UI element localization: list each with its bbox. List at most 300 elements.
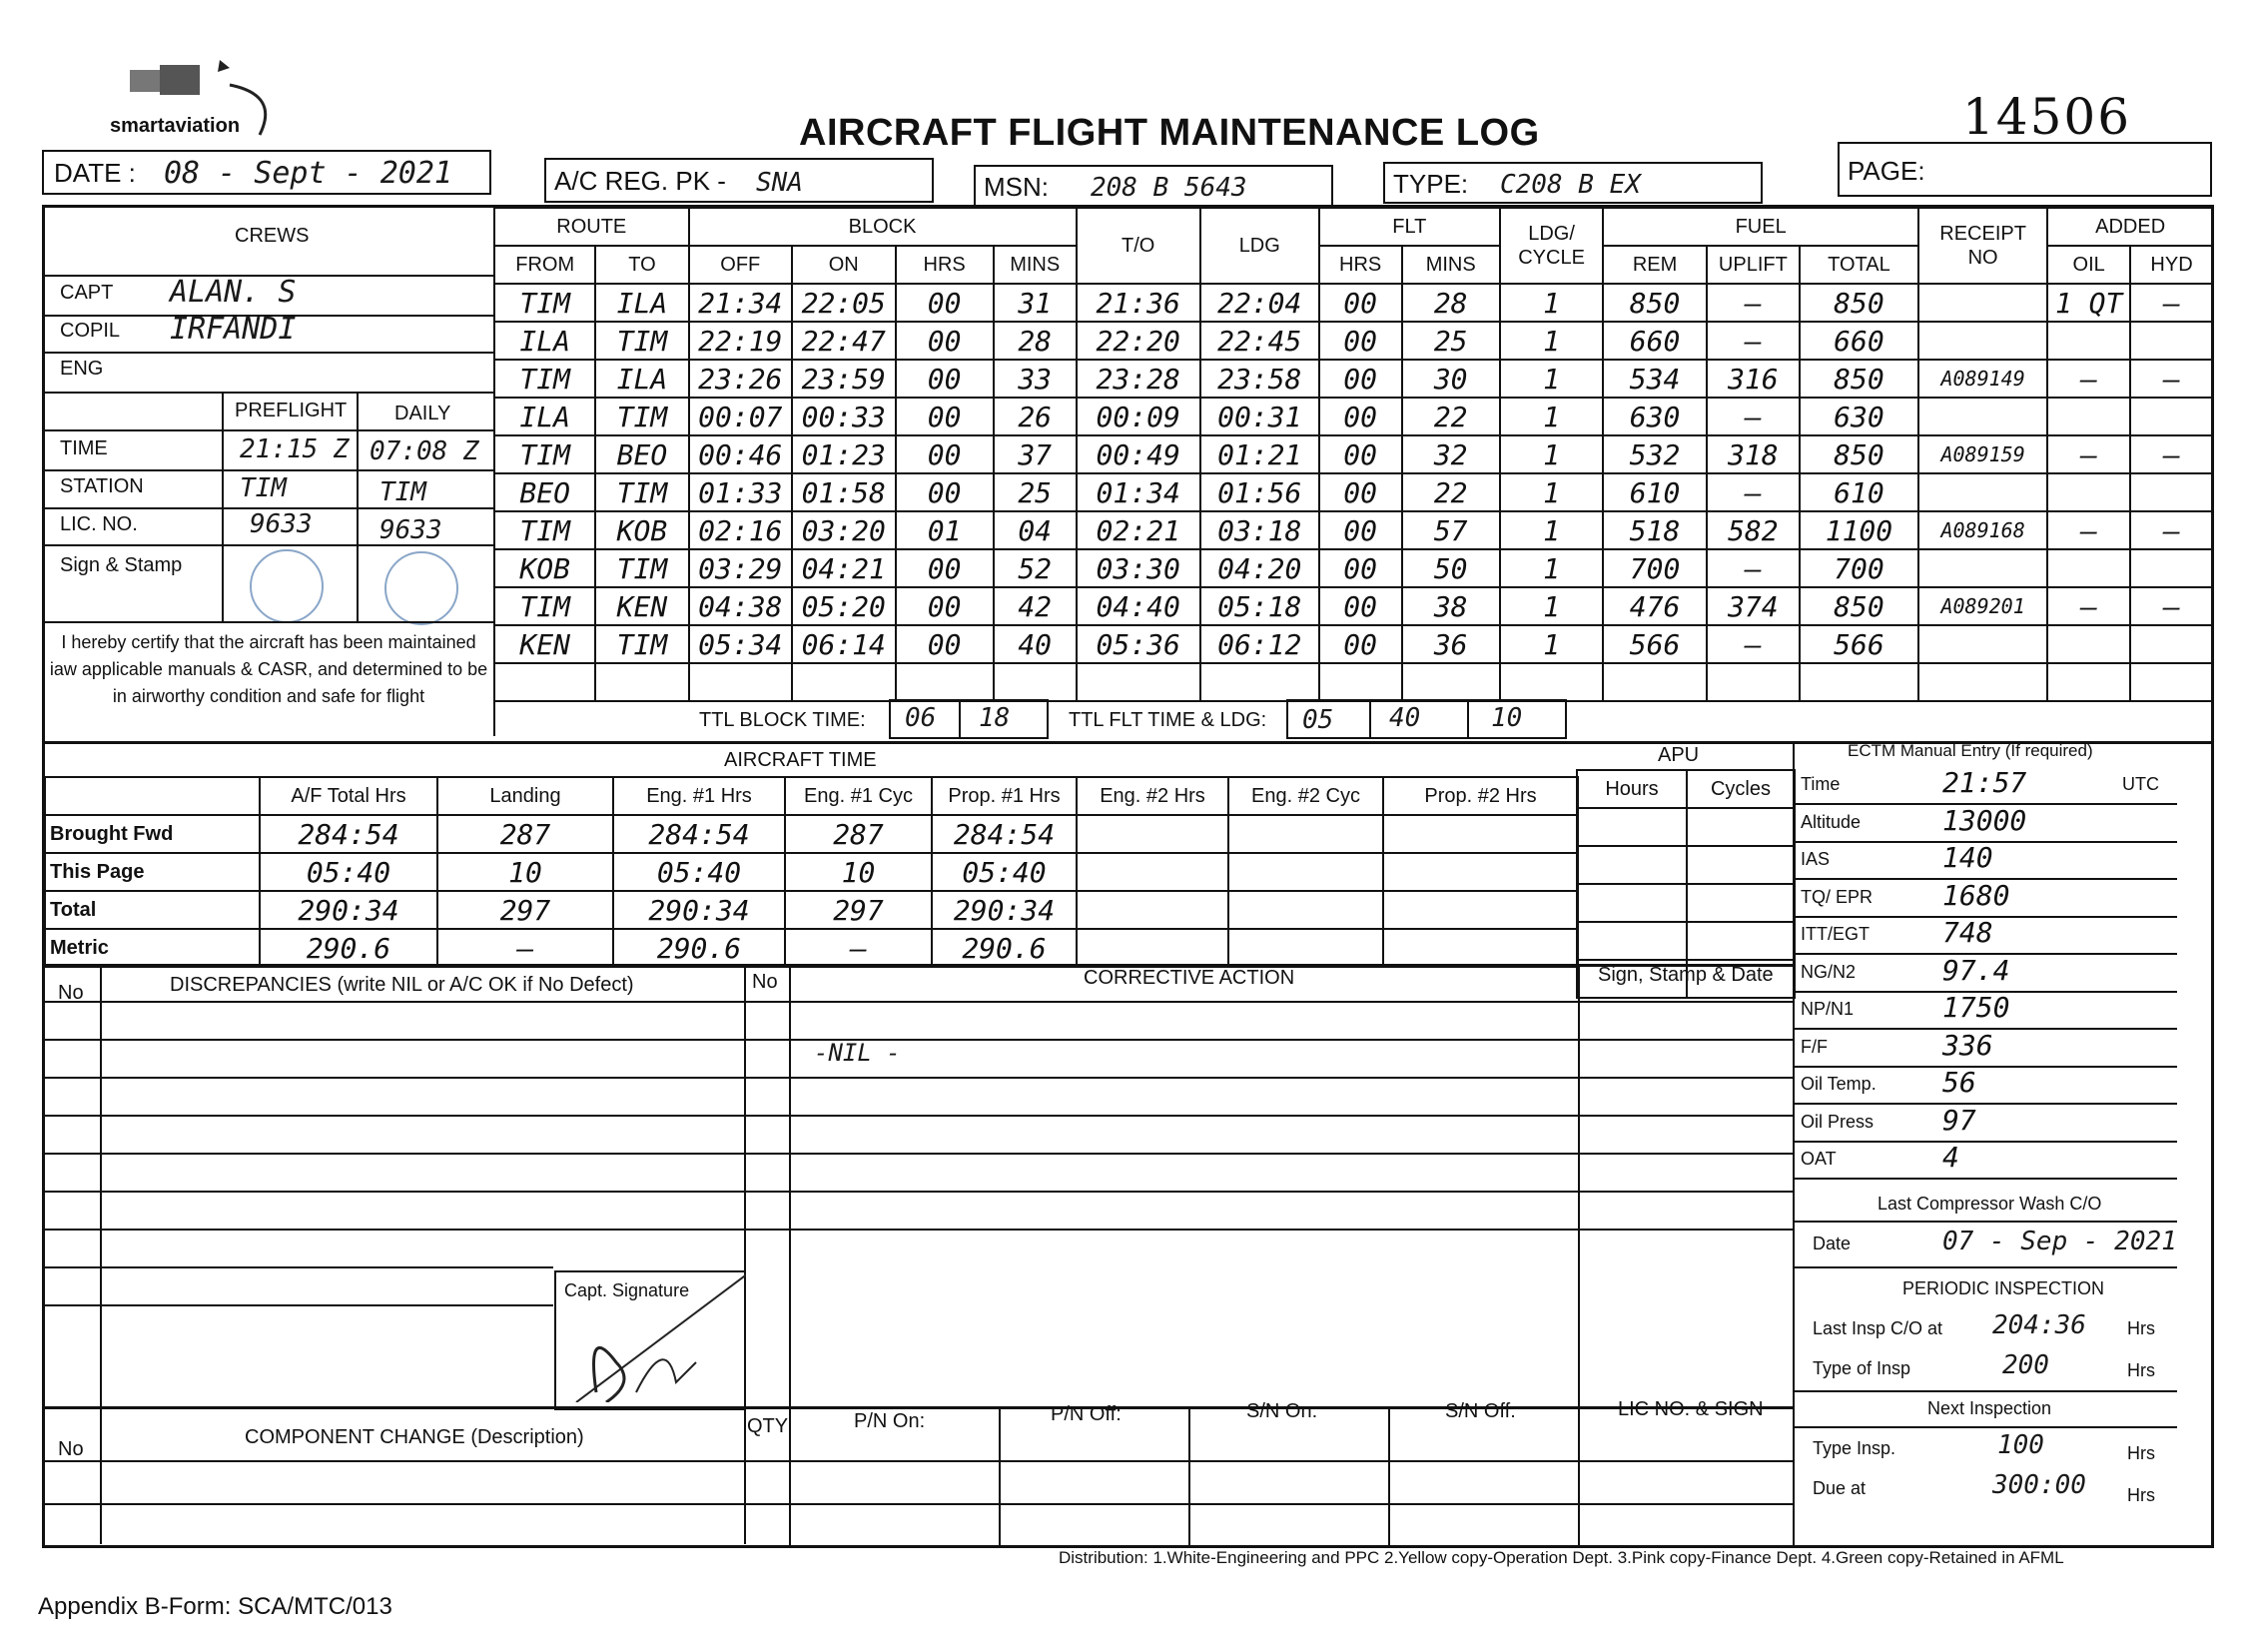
flight-cell-to[interactable]: BEO (595, 435, 688, 473)
flight-cell-hyd[interactable] (2130, 322, 2213, 360)
apu-cycles-cell[interactable] (1687, 884, 1795, 922)
apu-cycles-cell[interactable] (1687, 922, 1795, 960)
flight-row (494, 284, 2213, 322)
ectm-key: Oil Press (1801, 1111, 1875, 1132)
flight-cell-rcpt[interactable] (1918, 625, 2047, 663)
aircraft-time-cell[interactable]: 287 (785, 815, 932, 853)
flight-cell-up[interactable]: — (1707, 625, 1800, 663)
page-field[interactable]: PAGE: (1838, 142, 2212, 197)
flight-cell-up[interactable]: 318 (1707, 435, 1800, 473)
flight-cell-mins[interactable]: 40 (994, 625, 1077, 663)
flight-cell-oil[interactable] (2047, 625, 2130, 663)
flight-cell-empty[interactable] (792, 663, 895, 701)
disc-no-label: No (58, 982, 84, 1004)
flight-cell-cyc[interactable]: 1 (1500, 398, 1603, 435)
flight-cell-rcpt[interactable]: A089168 (1918, 511, 2047, 549)
flight-cell-hrs[interactable]: 00 (896, 360, 994, 398)
flight-cell-hrs[interactable]: 00 (896, 435, 994, 473)
flight-cell-to[interactable]: TIM (595, 473, 688, 511)
apu-hours-cell[interactable] (1577, 808, 1687, 846)
ectm-row[interactable] (1793, 804, 2177, 843)
flight-cell-up[interactable]: — (1707, 322, 1800, 360)
capt-signature-box[interactable]: Capt. Signature (554, 1270, 746, 1410)
flight-cell-fm[interactable]: 30 (1402, 360, 1500, 398)
flight-cell-tko[interactable]: 00:09 (1077, 398, 1200, 435)
flight-cell-mins[interactable]: 42 (994, 587, 1077, 625)
flight-cell-tot[interactable]: 630 (1800, 398, 1918, 435)
preflight-station[interactable]: TIM (240, 473, 287, 503)
flight-cell-cyc[interactable]: 1 (1500, 360, 1603, 398)
flight-cell-cyc[interactable]: 1 (1500, 625, 1603, 663)
aircraft-time-cell[interactable]: 10 (785, 853, 932, 891)
hyd-header: HYD (2130, 246, 2213, 284)
flight-cell-oil[interactable]: — (2047, 511, 2130, 549)
flight-cell-from[interactable]: TIM (494, 360, 595, 398)
flight-cell-empty[interactable] (896, 663, 994, 701)
flight-cell-from[interactable]: ILA (494, 398, 595, 435)
aircraft-time-cell[interactable]: 290.6 (932, 929, 1077, 967)
ectm-value[interactable]: 97.4 (1942, 953, 2010, 987)
aircraft-time-cell[interactable]: 290:34 (260, 891, 437, 929)
flight-cell-rcpt[interactable] (1918, 322, 2047, 360)
aircraft-time-cell[interactable]: 284:54 (260, 815, 437, 853)
flight-cell-to[interactable]: ILA (595, 284, 688, 322)
flight-cell-tko[interactable]: 02:21 (1077, 511, 1200, 549)
flight-cell-off[interactable]: 21:34 (689, 284, 792, 322)
flight-cell-tot[interactable]: 1100 (1800, 511, 1918, 549)
flight-cell-ldg[interactable]: 22:45 (1200, 322, 1319, 360)
discrepancy-line (44, 1229, 1794, 1231)
ttl-flt-hrs[interactable]: 05 (1286, 699, 1371, 739)
flight-cell-cyc[interactable]: 1 (1500, 587, 1603, 625)
flight-cell-on[interactable]: 05:20 (792, 587, 895, 625)
flight-cell-rem[interactable]: 850 (1603, 284, 1706, 322)
flight-cell-mins[interactable]: 33 (994, 360, 1077, 398)
ttl-ldg[interactable]: 10 (1467, 699, 1567, 739)
apu-cycles-cell[interactable] (1687, 808, 1795, 846)
flight-cell-mins[interactable]: 31 (994, 284, 1077, 322)
flight-cell-fm[interactable]: 25 (1402, 322, 1500, 360)
capt-value[interactable]: ALAN. S (170, 275, 297, 310)
due-at-label: Due at (1813, 1478, 1867, 1498)
flight-cell-to[interactable]: KOB (595, 511, 688, 549)
flight-cell-fh[interactable]: 00 (1319, 473, 1402, 511)
flight-cell-tko[interactable]: 01:34 (1077, 473, 1200, 511)
flight-cell-hrs[interactable]: 00 (896, 625, 994, 663)
flight-cell-hrs[interactable]: 01 (896, 511, 994, 549)
flight-cell-fm[interactable]: 22 (1402, 473, 1500, 511)
flight-cell-rem[interactable]: 566 (1603, 625, 1706, 663)
aircraft-time-cell[interactable]: 284:54 (932, 815, 1077, 853)
flight-cell-oil[interactable]: — (2047, 435, 2130, 473)
ectm-row[interactable] (1793, 766, 2177, 805)
flight-cell-from[interactable]: TIM (494, 587, 595, 625)
ttl-block-mins[interactable]: 18 (959, 699, 1049, 739)
flight-cell-up[interactable]: — (1707, 284, 1800, 322)
flight-cell-empty[interactable] (1500, 663, 1603, 701)
flight-cell-fh[interactable]: 00 (1319, 284, 1402, 322)
flight-cell-tot[interactable]: 850 (1800, 435, 1918, 473)
flight-cell-rem[interactable]: 518 (1603, 511, 1706, 549)
aircraft-time-cell[interactable]: 297 (437, 891, 613, 929)
flight-cell-mins[interactable]: 52 (994, 549, 1077, 587)
aircraft-time-col-header: Eng. #1 Hrs (613, 777, 785, 815)
aircraft-time-cell[interactable] (1383, 891, 1578, 929)
ectm-row[interactable] (1793, 991, 2177, 1030)
flight-cell-empty[interactable] (1707, 663, 1800, 701)
ectm-row[interactable] (1793, 841, 2177, 880)
ttl-block-hrs[interactable]: 06 (889, 699, 961, 739)
flight-cell-on[interactable]: 06:14 (792, 625, 895, 663)
flight-cell-oil[interactable]: — (2047, 587, 2130, 625)
flight-cell-off[interactable]: 23:26 (689, 360, 792, 398)
flight-cell-oil[interactable]: 1 QT (2047, 284, 2130, 322)
flight-cell-empty[interactable] (2047, 663, 2130, 701)
flight-cell-fh[interactable]: 00 (1319, 360, 1402, 398)
flight-cell-tko[interactable]: 21:36 (1077, 284, 1200, 322)
flight-cell-on[interactable]: 22:05 (792, 284, 895, 322)
flight-cell-oil[interactable] (2047, 473, 2130, 511)
flight-cell-rem[interactable]: 630 (1603, 398, 1706, 435)
flight-cell-rem[interactable]: 534 (1603, 360, 1706, 398)
flight-cell-hyd[interactable]: — (2130, 511, 2213, 549)
preflight-time[interactable]: 21:15 Z (240, 434, 350, 464)
flight-cell-tko[interactable]: 00:49 (1077, 435, 1200, 473)
corrective-no-label: No (752, 971, 778, 993)
flight-cell-empty[interactable] (1402, 663, 1500, 701)
flight-cell-ldg[interactable]: 04:20 (1200, 549, 1319, 587)
aircraft-time-cell[interactable] (1228, 815, 1383, 853)
qty-label: QTY (747, 1415, 789, 1437)
flight-cell-tot[interactable]: 700 (1800, 549, 1918, 587)
flight-cell-to[interactable]: TIM (595, 625, 688, 663)
flight-cell-rem[interactable]: 610 (1603, 473, 1706, 511)
daily-time[interactable]: 07:08 Z (370, 436, 479, 466)
daily-station[interactable]: TIM (379, 477, 426, 507)
flight-cell-rcpt[interactable] (1918, 398, 2047, 435)
flight-cell-to[interactable]: ILA (595, 360, 688, 398)
flight-cell-cyc[interactable]: 1 (1500, 284, 1603, 322)
aircraft-time-cell[interactable]: — (437, 929, 613, 967)
flight-cell-cyc[interactable]: 1 (1500, 511, 1603, 549)
flight-cell-tot[interactable]: 610 (1800, 473, 1918, 511)
aircraft-time-cell[interactable]: 05:40 (613, 853, 785, 891)
flight-cell-from[interactable]: KOB (494, 549, 595, 587)
comp-no-label: No (58, 1438, 84, 1460)
next-type-value[interactable]: 100 (1997, 1430, 2044, 1460)
ttl-flt-mins[interactable]: 40 (1369, 699, 1469, 739)
flight-cell-mins[interactable]: 25 (994, 473, 1077, 511)
ectm-key: TQ/ EPR (1801, 886, 1874, 907)
flight-cell-rem[interactable]: 660 (1603, 322, 1706, 360)
flight-cell-tko[interactable]: 05:36 (1077, 625, 1200, 663)
aircraft-time-cell[interactable]: 290:34 (932, 891, 1077, 929)
flight-cell-ldg[interactable]: 00:31 (1200, 398, 1319, 435)
flight-cell-from[interactable]: TIM (494, 511, 595, 549)
aircraft-time-cell[interactable] (1228, 891, 1383, 929)
flight-cell-hyd[interactable] (2130, 549, 2213, 587)
ectm-row[interactable] (1793, 916, 2177, 955)
flight-cell-hyd[interactable] (2130, 625, 2213, 663)
flight-cell-tko[interactable]: 04:40 (1077, 587, 1200, 625)
flight-cell-empty[interactable] (494, 663, 595, 701)
flight-cell-fh[interactable]: 00 (1319, 549, 1402, 587)
flight-cell-fh[interactable]: 00 (1319, 625, 1402, 663)
flight-cell-up[interactable]: — (1707, 549, 1800, 587)
ectm-value[interactable]: 336 (1942, 1028, 1993, 1062)
flight-cell-to[interactable]: KEN (595, 587, 688, 625)
flight-cell-hyd[interactable]: — (2130, 587, 2213, 625)
apu-hours-header: Hours (1577, 770, 1687, 808)
flight-cell-from[interactable]: TIM (494, 284, 595, 322)
sign-stamp-date-heading: Sign, Stamp & Date (1598, 964, 1774, 986)
aircraft-time-cell[interactable] (1228, 929, 1383, 967)
flight-cell-hrs[interactable]: 00 (896, 473, 994, 511)
flight-cell-hrs[interactable]: 00 (896, 284, 994, 322)
flight-cell-on[interactable]: 22:47 (792, 322, 895, 360)
flight-cell-empty[interactable] (1200, 663, 1319, 701)
lic-label: LIC. NO. (60, 513, 138, 535)
flight-cell-on[interactable]: 01:23 (792, 435, 895, 473)
aircraft-time-cell[interactable] (1077, 929, 1228, 967)
aircraft-time-row (45, 853, 1578, 891)
copil-value[interactable]: IRFANDI (170, 312, 297, 347)
flight-cell-oil[interactable]: — (2047, 360, 2130, 398)
flight-cell-to[interactable]: TIM (595, 398, 688, 435)
flight-cell-ldg[interactable]: 05:18 (1200, 587, 1319, 625)
flight-cell-tot[interactable]: 660 (1800, 322, 1918, 360)
flight-cell-fh[interactable]: 00 (1319, 322, 1402, 360)
flight-cell-from[interactable]: ILA (494, 322, 595, 360)
to-dest-header: TO (595, 246, 688, 284)
ectm-value[interactable]: 1750 (1942, 991, 2010, 1024)
msn-field[interactable]: MSN: 208 B 5643 (974, 165, 1333, 207)
flight-cell-off[interactable]: 01:33 (689, 473, 792, 511)
flight-cell-hrs[interactable]: 00 (896, 322, 994, 360)
ectm-value[interactable]: 748 (1942, 916, 1993, 949)
flight-cell-up[interactable]: 316 (1707, 360, 1800, 398)
flight-cell-rem[interactable]: 532 (1603, 435, 1706, 473)
ectm-row[interactable] (1793, 879, 2177, 918)
type-insp-hrs: Hrs (2127, 1360, 2155, 1380)
flight-cell-empty[interactable] (994, 663, 1077, 701)
flight-cell-off[interactable]: 22:19 (689, 322, 792, 360)
aircraft-time-cell[interactable]: 290.6 (260, 929, 437, 967)
ectm-value[interactable]: 21:57 (1942, 766, 2027, 799)
aircraft-time-cell[interactable]: 290:34 (613, 891, 785, 929)
flight-cell-oil[interactable] (2047, 322, 2130, 360)
flight-cell-fm[interactable]: 36 (1402, 625, 1500, 663)
flight-cell-rcpt[interactable]: A089159 (1918, 435, 2047, 473)
flight-cell-empty[interactable] (2130, 663, 2213, 701)
flight-cell-empty[interactable] (1603, 663, 1706, 701)
flight-cell-rcpt[interactable]: A089201 (1918, 587, 2047, 625)
flight-cell-fh[interactable]: 00 (1319, 435, 1402, 473)
flight-cell-to[interactable]: TIM (595, 549, 688, 587)
flight-cell-hyd[interactable]: — (2130, 435, 2213, 473)
flight-cell-empty[interactable] (595, 663, 688, 701)
last-insp-value[interactable]: 204:36 (1992, 1310, 2086, 1340)
aircraft-time-cell[interactable]: 284:54 (613, 815, 785, 853)
flight-cell-rem[interactable]: 700 (1603, 549, 1706, 587)
flight-cell-to[interactable]: TIM (595, 322, 688, 360)
ectm-row[interactable] (1793, 1029, 2177, 1068)
uplift-header: UPLIFT (1707, 246, 1800, 284)
flight-cell-hrs[interactable]: 00 (896, 587, 994, 625)
flight-cell-rcpt[interactable] (1918, 549, 2047, 587)
flight-cell-fh[interactable]: 00 (1319, 587, 1402, 625)
aircraft-time-cell[interactable] (1383, 815, 1578, 853)
serial-number: 14506 (1962, 88, 2132, 146)
flight-cell-on[interactable]: 04:21 (792, 549, 895, 587)
flight-cell-empty[interactable] (1077, 663, 1200, 701)
component-heading: COMPONENT CHANGE (Description) (245, 1426, 584, 1448)
flight-cell-off[interactable]: 03:29 (689, 549, 792, 587)
flight-cell-ldg[interactable]: 01:21 (1200, 435, 1319, 473)
flight-cell-hrs[interactable]: 00 (896, 398, 994, 435)
flight-cell-from[interactable]: KEN (494, 625, 595, 663)
aircraft-time-cell[interactable] (1228, 853, 1383, 891)
ectm-row[interactable] (1793, 1141, 2177, 1180)
flight-cell-oil[interactable] (2047, 549, 2130, 587)
flight-cell-cyc[interactable]: 1 (1500, 435, 1603, 473)
flight-cell-fm[interactable]: 22 (1402, 398, 1500, 435)
flight-cell-mins[interactable]: 28 (994, 322, 1077, 360)
flight-cell-tot[interactable]: 850 (1800, 284, 1918, 322)
flight-cell-fh[interactable]: 00 (1319, 511, 1402, 549)
flight-cell-tot[interactable]: 850 (1800, 360, 1918, 398)
flight-cell-rcpt[interactable] (1918, 473, 2047, 511)
discrepancy-line (44, 1266, 553, 1268)
aircraft-time-cell[interactable]: 290.6 (613, 929, 785, 967)
flight-cell-empty[interactable] (1800, 663, 1918, 701)
flight-cell-on[interactable]: 23:59 (792, 360, 895, 398)
flight-cell-fm[interactable]: 57 (1402, 511, 1500, 549)
flight-cell-hyd[interactable] (2130, 398, 2213, 435)
flight-cell-rcpt[interactable]: A089149 (1918, 360, 2047, 398)
flight-cell-tko[interactable]: 23:28 (1077, 360, 1200, 398)
flight-cell-empty[interactable] (1918, 663, 2047, 701)
flight-cell-up[interactable]: — (1707, 398, 1800, 435)
flight-cell-ldg[interactable]: 06:12 (1200, 625, 1319, 663)
reg-field[interactable]: A/C REG. PK - SNA (544, 158, 934, 203)
due-at-value[interactable]: 300:00 (1992, 1470, 2086, 1500)
flight-cell-hrs[interactable]: 00 (896, 549, 994, 587)
flight-cell-cyc[interactable]: 1 (1500, 473, 1603, 511)
flight-cell-tko[interactable]: 22:20 (1077, 322, 1200, 360)
nil-entry[interactable]: -NIL - (814, 1039, 901, 1067)
flight-cell-ldg[interactable]: 22:04 (1200, 284, 1319, 322)
flight-cell-tko[interactable]: 03:30 (1077, 549, 1200, 587)
preflight-lic[interactable]: 9633 (250, 509, 313, 539)
wash-date-value[interactable]: 07 - Sep - 2021 (1942, 1227, 2177, 1256)
flight-cell-up[interactable]: 374 (1707, 587, 1800, 625)
aircraft-time-cell[interactable]: 297 (785, 891, 932, 929)
flight-cell-off[interactable]: 00:07 (689, 398, 792, 435)
flight-cell-tot[interactable]: 566 (1800, 625, 1918, 663)
aircraft-time-cell[interactable] (1383, 929, 1578, 967)
flight-cell-on[interactable]: 03:20 (792, 511, 895, 549)
flight-cell-from[interactable]: TIM (494, 435, 595, 473)
daily-lic[interactable]: 9633 (379, 515, 442, 545)
flight-cell-up[interactable]: — (1707, 473, 1800, 511)
ectm-value[interactable]: 56 (1942, 1066, 1976, 1099)
flight-cell-off[interactable]: 02:16 (689, 511, 792, 549)
apu-hours-cell[interactable] (1577, 846, 1687, 884)
next-insp-heading: Next Inspection (1927, 1398, 2052, 1418)
apu-cycles-cell[interactable] (1687, 846, 1795, 884)
capt-label: CAPT (60, 282, 114, 304)
aircraft-time-cell[interactable] (1077, 853, 1228, 891)
ectm-row[interactable] (1793, 1104, 2177, 1143)
aircraft-time-cell[interactable] (1383, 853, 1578, 891)
aircraft-time-cell[interactable]: 287 (437, 815, 613, 853)
flight-cell-off[interactable]: 04:38 (689, 587, 792, 625)
flight-cell-fm[interactable]: 38 (1402, 587, 1500, 625)
aircraft-time-cell[interactable] (1077, 815, 1228, 853)
aircraft-time-cell[interactable]: 10 (437, 853, 613, 891)
ectm-value[interactable]: 4 (1942, 1141, 1959, 1174)
apu-hours-cell[interactable] (1577, 922, 1687, 960)
flight-cell-fm[interactable]: 28 (1402, 284, 1500, 322)
flight-cell-tot[interactable]: 850 (1800, 587, 1918, 625)
ectm-value[interactable]: 140 (1942, 841, 1993, 874)
type-insp-value[interactable]: 200 (2002, 1350, 2049, 1380)
ectm-row[interactable] (1793, 1066, 2177, 1105)
flight-cell-hyd[interactable]: — (2130, 284, 2213, 322)
apu-hours-cell[interactable] (1577, 884, 1687, 922)
flight-cell-hyd[interactable] (2130, 473, 2213, 511)
flight-cell-rem[interactable]: 476 (1603, 587, 1706, 625)
aircraft-time-table (44, 776, 1579, 968)
flight-cell-oil[interactable] (2047, 398, 2130, 435)
flight-cell-fm[interactable]: 50 (1402, 549, 1500, 587)
flight-cell-on[interactable]: 01:58 (792, 473, 895, 511)
flight-cell-off[interactable]: 05:34 (689, 625, 792, 663)
ectm-value[interactable]: 1680 (1942, 878, 2010, 912)
flight-cell-mins[interactable]: 26 (994, 398, 1077, 435)
ectm-value[interactable]: 13000 (1942, 803, 2027, 837)
aircraft-time-cell[interactable] (1077, 891, 1228, 929)
aircraft-time-cell[interactable]: 05:40 (932, 853, 1077, 891)
flight-cell-mins[interactable]: 37 (994, 435, 1077, 473)
aircraft-time-cell[interactable]: 05:40 (260, 853, 437, 891)
type-field[interactable]: TYPE: C208 B EX (1383, 162, 1763, 204)
date-field[interactable]: DATE : 08 - Sept - 2021 (42, 150, 491, 195)
flight-cell-cyc[interactable]: 1 (1500, 322, 1603, 360)
flight-cell-empty[interactable] (689, 663, 792, 701)
ectm-value[interactable]: 97 (1942, 1103, 1976, 1137)
flight-cell-empty[interactable] (1319, 663, 1402, 701)
ectm-key: ITT/EGT (1801, 924, 1870, 944)
flight-cell-fh[interactable]: 00 (1319, 398, 1402, 435)
flight-cell-from[interactable]: BEO (494, 473, 595, 511)
flight-cell-cyc[interactable]: 1 (1500, 549, 1603, 587)
flight-cell-ldg[interactable]: 01:56 (1200, 473, 1319, 511)
ectm-key: Time (1801, 774, 1841, 794)
flight-cell-fm[interactable]: 32 (1402, 435, 1500, 473)
flight-cell-ldg[interactable]: 03:18 (1200, 511, 1319, 549)
flight-cell-hyd[interactable]: — (2130, 360, 2213, 398)
flight-cell-on[interactable]: 00:33 (792, 398, 895, 435)
flight-cell-rcpt[interactable] (1918, 284, 2047, 322)
flight-cell-up[interactable]: 582 (1707, 511, 1800, 549)
flight-cell-mins[interactable]: 04 (994, 511, 1077, 549)
flight-cell-ldg[interactable]: 23:58 (1200, 360, 1319, 398)
ectm-row[interactable] (1793, 954, 2177, 993)
flight-cell-off[interactable]: 00:46 (689, 435, 792, 473)
aircraft-time-cell[interactable]: — (785, 929, 932, 967)
